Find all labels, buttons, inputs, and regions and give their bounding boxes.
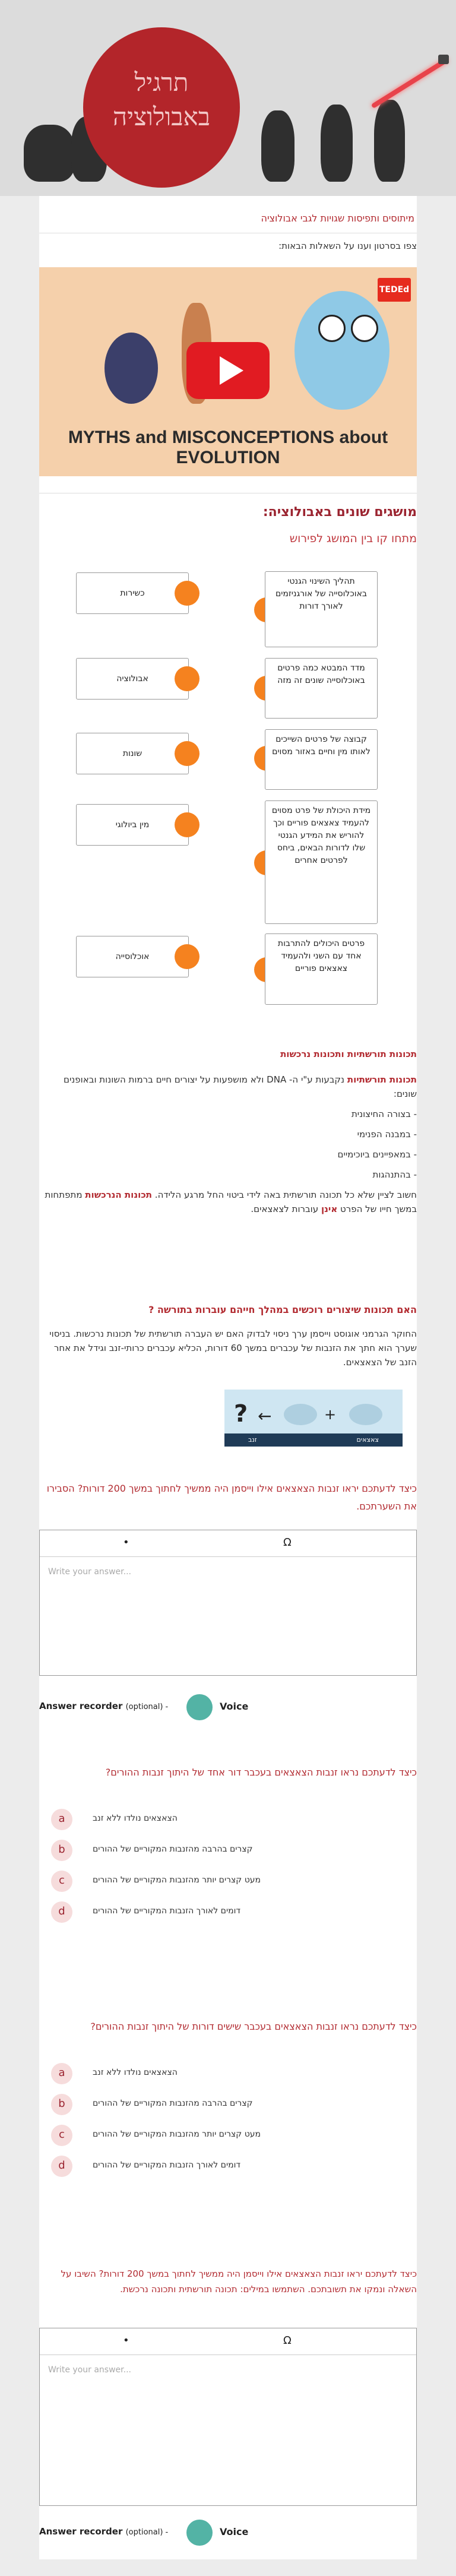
traits-bullet-text: בצורה החיצונית — [351, 1109, 411, 1119]
option-letter: a — [51, 1809, 72, 1830]
lightsaber-icon — [371, 58, 449, 109]
matching-title: מושגים שונים באבולוציה: — [262, 505, 417, 520]
traits-note — [39, 1188, 417, 1216]
q2-option-b[interactable] — [39, 1837, 417, 1863]
q1-answer-box[interactable] — [39, 1530, 417, 1676]
answer-recorder-2 — [39, 2518, 417, 2547]
ape-silhouette-1 — [24, 125, 75, 182]
option-text: קצרים בהרבה מהזנבות המקוריים של ההורים — [93, 1844, 253, 1854]
panel-footer-right: צאצאים — [356, 1436, 379, 1444]
answer-recorder-1 — [39, 1692, 417, 1722]
q1-prompt: כיצד לדעתכם יראו זנבות הצאצאים אילו וייסמן היה ממשיך לחתוך במשך 200 דורות? הסבירו את השערתכם. — [46, 1483, 417, 1512]
term-box-3[interactable] — [76, 733, 189, 774]
traits-bullet: - במאפיינים ביוכימיים — [337, 1149, 417, 1160]
traits-note-start: חשוב לציין שלא כל תכונה תורשתית באה לידי ביטוי החל מרגע הלידה. — [154, 1189, 417, 1200]
q3-option-b[interactable] — [39, 2091, 417, 2118]
definition-text: מדד המבטא כמה פרטים באוכלוסייה שונים זה מזה — [277, 663, 365, 685]
definition-box-5[interactable] — [265, 933, 378, 1005]
definition-text: מידת היכולת של פרט מסוים להעמיד צאצאים פוריים וכך להוריש את המידע הגנטי שלו לדורות הבאים, ביחס לפרטים אחרים — [271, 806, 371, 865]
definition-box-1[interactable] — [265, 571, 378, 647]
option-letter: c — [51, 2125, 72, 2146]
q1-toolbar — [40, 1530, 416, 1557]
bullet-list-icon[interactable]: • — [123, 1536, 129, 1549]
special-char-icon[interactable]: Ω — [283, 2334, 292, 2347]
q3-option-d[interactable] — [39, 2153, 417, 2179]
question-block-title-wrap — [39, 1304, 417, 1315]
video-title: MYTHS and MISCONCEPTIONS about EVOLUTION — [68, 428, 388, 467]
option-text: הצאצאים נולדו ללא זנב — [93, 1814, 178, 1823]
definition-text: פרטים היכולים להתרבות אחד עם השני ולהעמיד צאצאים פוריים — [277, 939, 365, 973]
q3-option-c[interactable] — [39, 2122, 417, 2148]
traits-bullet-text: במאפיינים ביוכימיים — [337, 1149, 411, 1160]
question-block-body: החוקר הגרמני אוגוסט וייסמן ערך ניסוי לבדוק האם יש העברה תורשתית של תכונות נרכשות. בניסוי שערך הוא חתך את הזנבות של עכברים במשך 60 דורות, הכליא עכברים כרותי-זנב וגידל את אחר הזנב של הצאצאים. — [49, 1328, 417, 1368]
bullet-list-icon[interactable]: • — [123, 2334, 129, 2347]
mouse-icon-2 — [349, 1404, 382, 1425]
definition-text: קבוצה של פרטים השייכים לאותו מין וחיים באזור מסוים — [272, 735, 370, 757]
term-dot-3[interactable] — [175, 741, 200, 766]
term-box-5[interactable] — [76, 936, 189, 977]
option-letter: b — [51, 2094, 72, 2115]
voice-label: Voice — [220, 1701, 249, 1712]
matching-title-wrap — [39, 505, 417, 520]
hero-banner — [0, 0, 456, 196]
traits-bullet-text: בהתנהגות — [372, 1169, 411, 1180]
ted-ed-badge: TEDEd — [378, 278, 411, 302]
matching-subtitle-wrap — [39, 532, 417, 545]
record-voice-button[interactable] — [186, 2520, 213, 2546]
intro-header: מיתוסים ותפיסות שגויות לגבי אבולוציה — [261, 213, 414, 224]
matching-subtitle: מתחו קו בין המושג לפירוש — [289, 532, 417, 545]
question-mark-icon: ? — [234, 1400, 248, 1428]
glasses-icon — [318, 315, 346, 342]
ape-silhouette-5 — [374, 100, 405, 182]
q3-option-a[interactable] — [39, 2061, 417, 2087]
traits-title-wrap — [39, 1049, 417, 1059]
option-text: מעט קצרים יותר מהזנבות המקוריים של ההורים — [93, 1875, 261, 1885]
traits-bullet-text: במבנה הפנימי — [357, 1129, 411, 1140]
term-dot-4[interactable] — [175, 812, 200, 837]
mouse-icon — [284, 1404, 317, 1425]
hero-title-line1: תרגיל — [134, 68, 189, 97]
traits-note-end: מתפתחות במשך חייו של הפרט — [45, 1189, 417, 1214]
q4-prompt: כיצד לדעתכם יראו זנבות הצאצאים אילו וייסמן היה ממשיך לחתוך במשך 200 דורות? השיבו על השאלה ונמקו את תשובתכם. השתמשו במילים: תכונה תורשתית ותכונה נרכשת. — [61, 2268, 417, 2295]
ape-silhouette-3 — [261, 110, 294, 182]
term-label: מין ביולוגי — [115, 820, 150, 830]
q2-option-c[interactable] — [39, 1868, 417, 1894]
term-dot-1[interactable] — [175, 581, 200, 606]
traits-bullets — [39, 1107, 417, 1182]
traits-acquired-term: תכונות הנרכשות — [85, 1189, 153, 1200]
term-box-2[interactable] — [76, 658, 189, 700]
video-player[interactable] — [39, 267, 417, 476]
special-char-icon[interactable]: Ω — [283, 1536, 292, 1549]
glasses-icon-2 — [351, 315, 378, 342]
plus-icon: + — [324, 1406, 337, 1423]
intro-section — [39, 213, 417, 224]
option-text: דומים לאורך הזנבות המקוריים של ההורים — [93, 2160, 241, 2170]
traits-body — [39, 1072, 417, 1216]
hero-title — [83, 65, 240, 134]
q4-toolbar — [40, 2328, 416, 2355]
q4-answer-placeholder[interactable]: Write your answer... — [48, 2365, 131, 2375]
q2-option-a[interactable] — [39, 1806, 417, 1833]
panel-footer-left: זנב — [248, 1436, 257, 1444]
mice-panel — [224, 1390, 403, 1447]
traits-note-tail: עוברות לצאצאים. — [251, 1204, 319, 1214]
definition-box-3[interactable] — [265, 729, 378, 790]
term-label: שונות — [122, 749, 142, 758]
worksheet-card — [39, 196, 417, 2559]
term-label: אוכלוסייה — [115, 952, 150, 961]
recorder-label-text: Answer recorder — [39, 2526, 123, 2537]
q4-answer-box[interactable] — [39, 2328, 417, 2506]
term-dot-2[interactable] — [175, 666, 200, 691]
recorder-optional: (optional) - — [125, 2528, 169, 2537]
option-letter: d — [51, 1901, 72, 1923]
recorder-label — [39, 2526, 168, 2537]
traits-not-term: אינן — [321, 1204, 338, 1214]
question-block-title: האם תכונות שיצורים רוכשים במהלך חייהם עוברות בתורשה ? — [148, 1304, 417, 1315]
traits-line1: נקבעות ע"י ה- DNA ולא מושפעות על יצורים חיים ברמות השונות ובאופנים שונים: — [63, 1074, 417, 1099]
gorilla-illustration — [104, 333, 158, 404]
play-icon[interactable] — [220, 356, 243, 385]
traits-title: תכונות תורשתיות ותכונות נרכשות — [280, 1049, 417, 1059]
option-text: דומים לאורך הזנבות המקוריים של ההורים — [93, 1906, 241, 1916]
definition-box-4[interactable] — [265, 800, 378, 924]
term-label: אבולוציה — [116, 674, 148, 683]
traits-bullet: - בצורה החיצונית — [351, 1109, 417, 1119]
term-label: כשירות — [120, 588, 145, 598]
q3-prompt: כיצד לדעתכם נראו זנבות הצאצאים בעכבר שישים דורות של היתוך זנבות ההורים? — [90, 2021, 417, 2032]
option-letter: b — [51, 1840, 72, 1861]
q2-prompt: כיצד לדעתכם נראו זנבות הצאצאים בעכבר דור אחד של היתוך זנבות ההורים? — [105, 1767, 417, 1778]
option-text: הצאצאים נולדו ללא זנב — [93, 2068, 178, 2077]
arrow-left-icon: ← — [258, 1406, 272, 1426]
recorder-label-text: Answer recorder — [39, 1701, 123, 1711]
option-text: קצרים בהרבה מהזנבות המקוריים של ההורים — [93, 2099, 253, 2108]
option-letter: c — [51, 1871, 72, 1892]
definition-box-2[interactable] — [265, 658, 378, 719]
ape-silhouette-4 — [321, 105, 353, 182]
recorder-optional: (optional) - — [125, 1702, 169, 1711]
dna-blob-illustration — [294, 291, 390, 410]
traits-bullet: - בהתנהגות — [372, 1169, 417, 1180]
voice-label: Voice — [220, 2526, 249, 2537]
record-voice-button[interactable] — [186, 1694, 213, 1720]
option-letter: a — [51, 2063, 72, 2084]
lightsaber-hilt-icon — [438, 55, 449, 64]
traits-hereditary-term: תכונות תורשתיות — [347, 1074, 417, 1085]
term-box-4[interactable] — [76, 804, 189, 846]
recorder-label — [39, 1701, 168, 1711]
hero-title-line2: באבולוציה — [112, 102, 210, 131]
definition-text: תהליך השינוי הגנטי באוכלוסייה של אורגניזמים לאורך דורות — [275, 577, 368, 611]
traits-bullet: - במבנה הפנימי — [357, 1129, 417, 1140]
intro-instruction: צפו בסרטון וענו על השאלות הבאות: — [278, 240, 417, 251]
option-text: מעט קצרים יותר מהזנבות המקוריים של ההורים — [93, 2129, 261, 2139]
term-dot-5[interactable] — [175, 944, 200, 969]
term-box-1[interactable] — [76, 572, 189, 614]
q1-answer-placeholder[interactable]: Write your answer... — [48, 1567, 131, 1577]
option-letter: d — [51, 2156, 72, 2177]
q2-option-d[interactable] — [39, 1899, 417, 1925]
panel-footer — [224, 1433, 403, 1447]
